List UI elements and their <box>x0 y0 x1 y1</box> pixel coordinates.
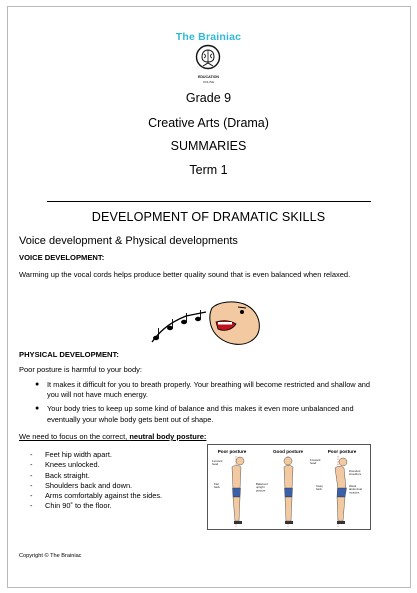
bullet-icon: ● <box>35 381 40 388</box>
vocal-warmup-illustration <box>146 298 271 348</box>
subject-heading: Creative Arts (Drama) <box>148 116 269 130</box>
list-item: ● Your body tries to keep up some kind of balance and this makes it even more unbalanced and eventually your whole body gets bent out of shape. <box>35 404 354 424</box>
posture-diagram <box>207 444 371 530</box>
bullet-icon: ● <box>35 405 40 413</box>
list-item: - Back straight. <box>30 470 90 480</box>
neutral-posture-points <box>30 450 162 512</box>
label-balanced: Balanced upright posture <box>256 482 268 493</box>
physical-intro-text: Poor posture is harmful to your body: <box>19 365 142 374</box>
figure-good-posture <box>284 456 293 527</box>
term-heading: Term 1 <box>189 163 228 177</box>
label-flat-back: Flat back <box>214 482 220 490</box>
label-sway-back: Sway back <box>316 484 323 492</box>
logo-text: EDUCATION <box>197 75 220 79</box>
label-forward-head-2: Forward head <box>310 458 321 466</box>
label-rounded-shoulders: Rounded shoulders <box>349 469 362 477</box>
list-item: - Chin 90˚ to the floor. <box>30 501 112 511</box>
voice-development-label: VOICE DEVELOPMENT: <box>19 253 105 262</box>
voice-development-text: Warming up the vocal cords helps produce better quality sound that is even balanced when relaxed. <box>19 270 351 279</box>
section-subtitle: Voice development & Physical developments <box>19 235 238 247</box>
list-item: - Knees unlocked. <box>30 460 100 470</box>
figure-sway-back <box>335 456 347 527</box>
list-item: ● It makes it difficult for you to breath properly. Your breathing will become restricted and shallow and you will not have much energy. <box>35 380 371 400</box>
list-item: - Feet hip width apart. <box>30 450 112 459</box>
brand-title: The Brainiac <box>175 31 242 43</box>
list-item: - Arms comfortably against the sides. <box>30 491 163 501</box>
diagram-title: Good posture <box>272 449 304 454</box>
posture-harm-list <box>33 380 383 429</box>
diagram-title: Poor posture <box>217 449 247 454</box>
brainiac-logo <box>194 44 222 74</box>
label-weak-muscles: Weak abdominal muscles <box>349 484 362 495</box>
section-title: DEVELOPMENT OF DRAMATIC SKILLS <box>91 210 326 224</box>
figure-flat-back <box>232 456 244 527</box>
doc-type-heading: SUMMARIES <box>170 139 247 153</box>
divider-line <box>47 201 371 202</box>
list-item: - Shoulders back and down. <box>30 480 133 490</box>
physical-development-label: PHYSICAL DEVELOPMENT: <box>19 350 119 359</box>
copyright-text: Copyright © The Brainiac <box>19 553 82 559</box>
label-forward-head: Forward head <box>212 459 223 467</box>
grade-heading: Grade 9 <box>185 91 232 105</box>
logo-subtext: ONLINE <box>202 80 215 84</box>
neutral-posture-heading: We need to focus on the correct, neutral body posture: <box>19 432 207 441</box>
diagram-title: Poor posture <box>327 449 357 454</box>
